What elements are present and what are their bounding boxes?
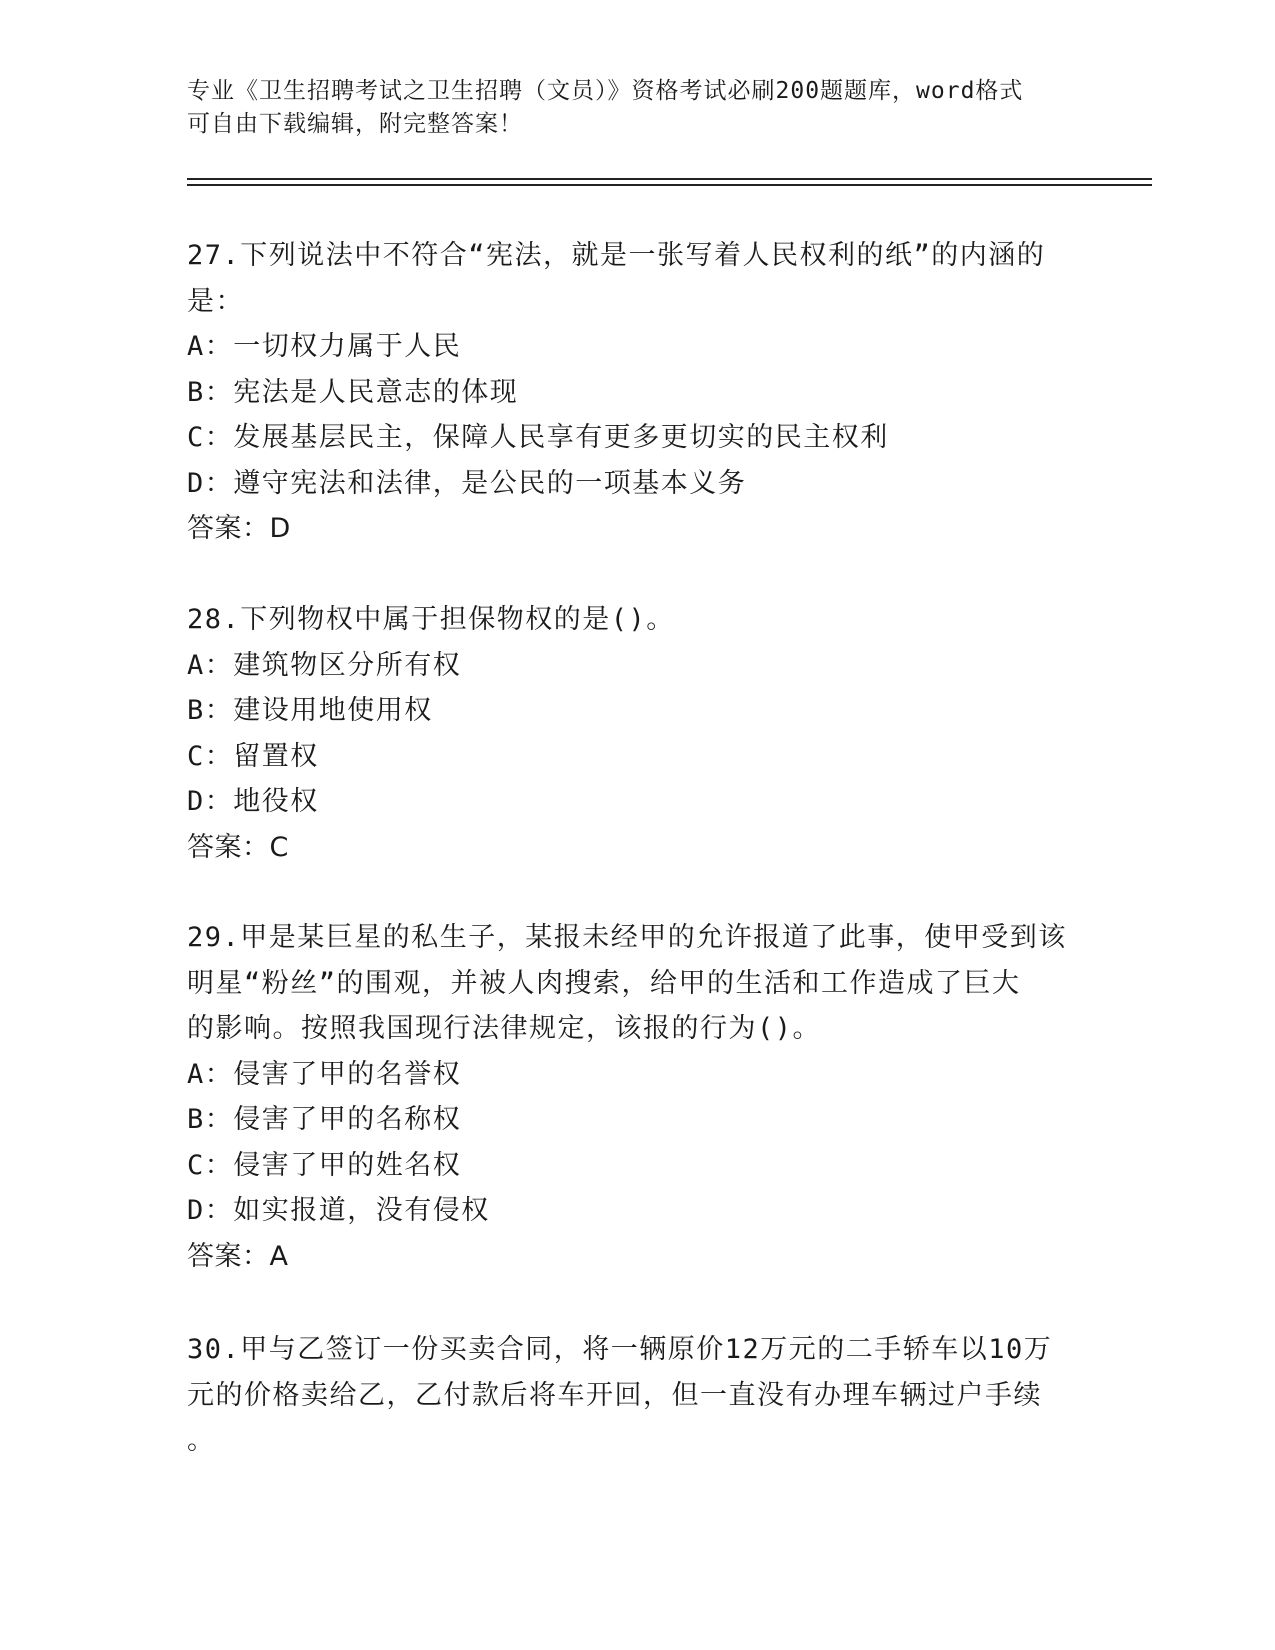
- option-a: A：一切权力属于人民: [187, 331, 462, 362]
- question-30: [187, 1327, 1087, 1464]
- question-stem: 是：: [187, 285, 244, 317]
- document-header: [187, 75, 1087, 141]
- answer: 答案：C: [187, 831, 289, 863]
- option-d: D：如实报道，没有侵权: [187, 1195, 490, 1226]
- question-28: [187, 597, 1087, 870]
- question-stem: 明星“粉丝”的围观，并被人肉搜索，给甲的生活和工作造成了巨大: [187, 967, 1021, 999]
- question-stem: 元的价格卖给乙，乙付款后将车开回，但一直没有办理车辆过户手续: [187, 1379, 1042, 1411]
- option-a: A：侵害了甲的名誉权: [187, 1058, 462, 1090]
- question-stem: 30.甲与乙签订一份买卖合同，将一辆原价12万元的二手轿车以10万: [187, 1334, 1053, 1365]
- option-c: C：留置权: [187, 740, 319, 772]
- header-divider-top: [187, 178, 1152, 180]
- option-a: A：建筑物区分所有权: [187, 649, 462, 681]
- header-divider-bottom: [187, 184, 1152, 186]
- question-stem: 27.下列说法中不符合“宪法，就是一张写着人民权利的纸”的内涵的: [187, 240, 1046, 271]
- question-stem: 28.下列物权中属于担保物权的是()。: [187, 604, 675, 635]
- question-27: [187, 233, 1087, 552]
- option-c: C：发展基层民主，保障人民享有更多更切实的民主权利: [187, 422, 889, 453]
- question-stem: 29.甲是某巨星的私生子，某报未经甲的允许报道了此事，使甲受到该: [187, 922, 1067, 953]
- header-line-2: 可自由下载编辑，附完整答案！: [187, 111, 523, 137]
- option-b: B：宪法是人民意志的体现: [187, 376, 519, 408]
- answer: 答案：A: [187, 1240, 289, 1272]
- answer: 答案：D: [187, 513, 291, 544]
- header-line-1: 专业《卫生招聘考试之卫生招聘（文员）》资格考试必刷200题题库，word格式: [187, 78, 1024, 104]
- option-b: B：侵害了甲的名称权: [187, 1104, 462, 1135]
- option-b: B：建设用地使用权: [187, 695, 433, 726]
- question-stem: 。: [187, 1425, 216, 1456]
- option-c: C：侵害了甲的姓名权: [187, 1149, 462, 1181]
- option-d: D：遵守宪法和法律，是公民的一项基本义务: [187, 467, 747, 499]
- option-d: D：地役权: [187, 786, 319, 817]
- question-29: [187, 915, 1087, 1279]
- question-stem: 的影响。按照我国现行法律规定，该报的行为()。: [187, 1013, 822, 1044]
